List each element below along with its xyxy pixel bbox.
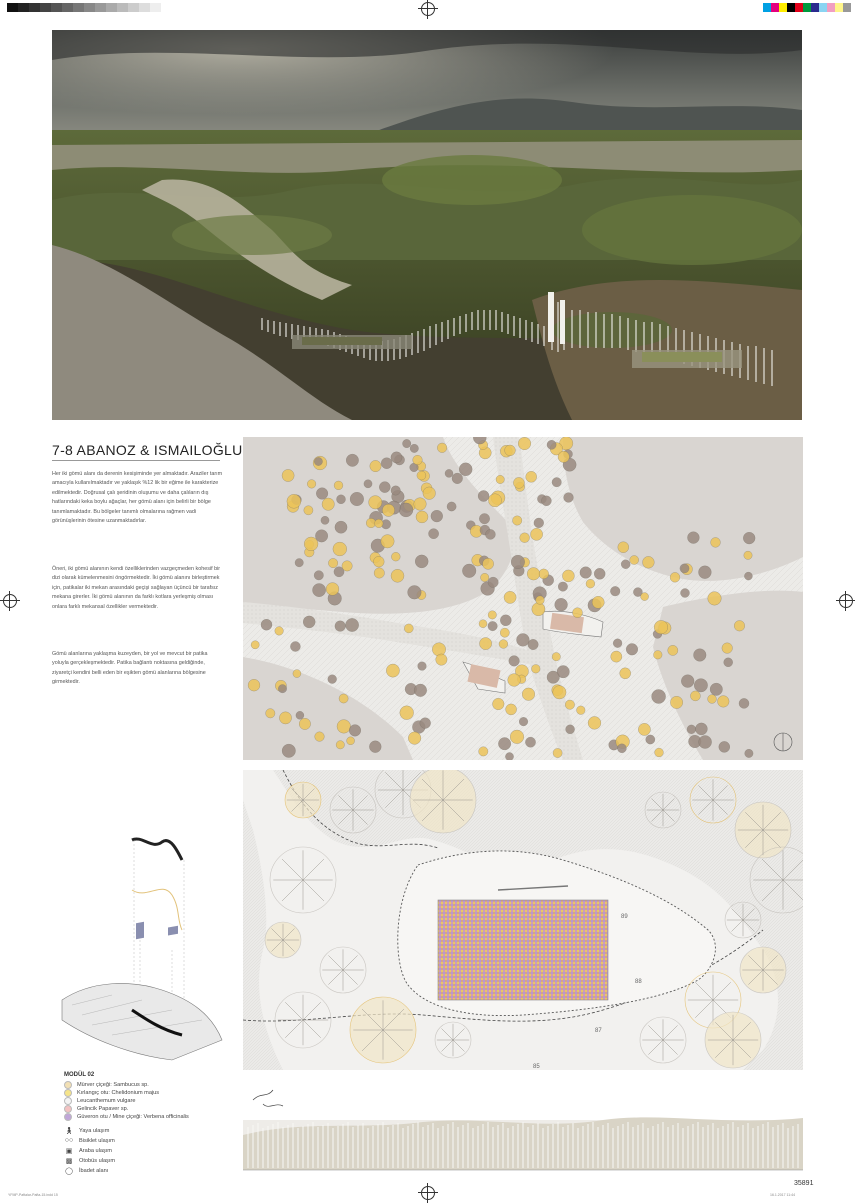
- legend-title: MODÜL 02: [64, 1072, 95, 1078]
- tree-symbol: [423, 487, 436, 500]
- tree-symbol: [266, 709, 275, 718]
- tree-symbol: [722, 643, 733, 654]
- tree-symbol: [290, 642, 300, 652]
- tree-symbol: [293, 670, 301, 678]
- tree-symbol: [337, 495, 346, 504]
- tree-symbol: [414, 498, 427, 511]
- tree-symbol: [566, 725, 575, 734]
- site-plan: [243, 437, 803, 760]
- contour-label-85: 85: [533, 1064, 540, 1070]
- tree-symbol: [506, 704, 517, 715]
- project-title: 7-8 ABANOZ & ISMAILOĞLU: [52, 442, 243, 458]
- tree-symbol: [279, 712, 291, 724]
- tree-symbol: [347, 737, 355, 745]
- tree-symbol: [328, 558, 337, 567]
- tree-symbol: [613, 639, 622, 648]
- tree-symbol: [336, 741, 344, 749]
- tree-symbol: [680, 564, 689, 573]
- detail-tree-symbol: [410, 770, 476, 833]
- tree-symbol: [531, 528, 543, 540]
- tree-symbol: [681, 589, 690, 598]
- tree-symbol: [643, 556, 655, 568]
- tree-symbol: [532, 665, 541, 674]
- registration-mark-bottom: [421, 1186, 435, 1200]
- tree-symbol: [739, 698, 749, 708]
- tree-symbol: [594, 568, 605, 579]
- tree-symbol: [370, 460, 381, 471]
- tree-symbol: [437, 443, 447, 453]
- tree-symbol: [445, 469, 453, 477]
- tree-symbol: [373, 556, 384, 567]
- tree-symbol: [315, 530, 327, 542]
- tree-symbol: [668, 645, 678, 655]
- legend-transport-bus: ▩ Otobüs ulaşım: [65, 1158, 116, 1165]
- legend-plant-4: Gelincik Papaver sp.: [64, 1105, 128, 1113]
- tree-symbol: [248, 679, 260, 691]
- contour-label-89: 89: [621, 914, 628, 920]
- tree-symbol: [498, 738, 510, 750]
- tree-symbol: [536, 596, 545, 605]
- tree-symbol: [399, 503, 413, 517]
- paragraph-3: Gömü alanlarına yaklaşma kuzeyden, bir yol ve mevcut bir patika yoluyla gerçekleşmektedir. Patika bağlantı noktasına geldiğinde, ziyaretçi kendini belli eden bir eşikten gömü alanlarına bölgesine girmektedir.: [52, 651, 208, 686]
- tree-symbol: [322, 498, 334, 510]
- tree-symbol: [621, 560, 630, 569]
- tree-symbol: [314, 571, 323, 580]
- hero-landscape-render: [52, 30, 802, 420]
- tree-symbol: [532, 603, 545, 616]
- tree-symbol: [708, 592, 722, 606]
- tree-symbol: [335, 521, 347, 533]
- legend-plant-1: Mürver çiçeği: Sambucus sp.: [64, 1081, 149, 1089]
- tree-symbol: [555, 598, 568, 611]
- title-rule: [52, 460, 220, 461]
- tree-symbol: [493, 698, 505, 710]
- tree-symbol: [410, 444, 418, 452]
- tree-symbol: [534, 518, 544, 528]
- bus-icon: ▩: [65, 1158, 73, 1165]
- tree-symbol: [287, 494, 301, 508]
- tree-symbol: [547, 671, 559, 683]
- tree-symbol: [483, 558, 494, 569]
- tree-symbol: [261, 619, 272, 630]
- tree-symbol: [282, 744, 295, 757]
- tree-symbol: [592, 596, 604, 608]
- grayscale-strip: [7, 3, 161, 12]
- tree-symbol: [335, 621, 346, 632]
- tree-symbol: [552, 653, 560, 661]
- tree-symbol: [313, 584, 326, 597]
- tree-symbol: [558, 582, 567, 591]
- tree-symbol: [500, 615, 511, 626]
- tree-symbol: [447, 502, 456, 511]
- tree-symbol: [513, 477, 524, 488]
- axonometric-diagram: [52, 820, 224, 1070]
- tree-symbol: [499, 640, 508, 649]
- tree-symbol: [734, 621, 745, 632]
- tree-symbol: [282, 469, 294, 481]
- tree-symbol: [517, 634, 530, 647]
- tree-symbol: [296, 711, 304, 719]
- tree-symbol: [420, 718, 431, 729]
- tree-symbol: [403, 439, 411, 447]
- prayer-area-icon: ◯: [65, 1168, 73, 1175]
- tree-symbol: [414, 684, 427, 697]
- tree-symbol: [699, 566, 712, 579]
- tree-symbol: [687, 725, 696, 734]
- tree-symbol: [719, 741, 730, 752]
- tree-symbol: [374, 568, 384, 578]
- tree-symbol: [417, 471, 426, 480]
- footer-file-info: YFMP-Paftalar-Pafta-15.indd 15: [8, 1193, 58, 1197]
- tree-symbol: [743, 532, 755, 544]
- plant-swatch-icon: [64, 1089, 72, 1097]
- tree-symbol: [478, 491, 489, 502]
- tree-symbol: [710, 683, 722, 695]
- tree-symbol: [518, 437, 531, 450]
- tree-symbol: [690, 691, 700, 701]
- tree-symbol: [500, 628, 509, 637]
- tree-symbol: [580, 567, 592, 579]
- tree-symbol: [620, 668, 631, 679]
- contour-label-88: 88: [635, 979, 642, 985]
- tree-symbol: [379, 482, 390, 493]
- detail-tree-symbol: [725, 902, 761, 938]
- legend-transport-bicycle: ○○ Bisiklet ulaşım: [64, 1137, 115, 1144]
- tree-symbol: [528, 639, 538, 649]
- section-elevation: [243, 1080, 803, 1175]
- tree-symbol: [432, 643, 445, 656]
- legend-prayer-area: ◯ İbadet alanı: [65, 1168, 109, 1175]
- tree-symbol: [611, 651, 622, 662]
- tree-symbol: [251, 641, 259, 649]
- tree-symbol: [565, 700, 574, 709]
- tree-symbol: [617, 744, 626, 753]
- tree-symbol: [505, 753, 513, 761]
- tree-symbol: [429, 529, 439, 539]
- tree-symbol: [408, 732, 421, 745]
- tree-symbol: [695, 723, 707, 735]
- tree-symbol: [488, 494, 501, 507]
- tree-symbol: [307, 480, 316, 489]
- tree-symbol: [618, 542, 629, 553]
- footer-timestamp: 16.1.2017 11:44: [770, 1193, 796, 1197]
- tree-symbol: [488, 611, 496, 619]
- tree-symbol: [505, 445, 516, 456]
- tree-symbol: [369, 741, 381, 753]
- legend-plant-3: Leucanthemum vulgare: [64, 1097, 135, 1105]
- tree-symbol: [670, 572, 680, 582]
- tree-symbol: [350, 492, 364, 506]
- legend-transport-car: ▣ Araba ulaşım: [65, 1148, 112, 1155]
- bicycle-icon: ○○: [64, 1137, 74, 1144]
- plant-swatch-icon: [64, 1105, 72, 1113]
- detail-tree-symbol: [705, 1012, 761, 1068]
- tree-symbol: [278, 685, 286, 693]
- tree-symbol: [480, 638, 492, 650]
- tree-symbol: [681, 675, 694, 688]
- tree-symbol: [391, 552, 400, 561]
- tree-symbol: [553, 686, 566, 699]
- tree-symbol: [699, 736, 712, 749]
- tree-symbol: [299, 718, 310, 729]
- tree-symbol: [452, 473, 463, 484]
- tree-symbol: [654, 651, 663, 660]
- tree-symbol: [391, 452, 402, 463]
- tree-symbol: [694, 649, 707, 662]
- tree-symbol: [504, 591, 516, 603]
- detail-tree-symbol: [350, 997, 416, 1063]
- tree-symbol: [588, 717, 601, 730]
- pedestrian-icon: 🚶︎: [64, 1128, 74, 1135]
- tree-symbol: [562, 570, 574, 582]
- tree-symbol: [485, 529, 495, 539]
- tree-symbol: [711, 538, 721, 548]
- tree-symbol: [334, 481, 343, 490]
- tree-symbol: [366, 518, 376, 528]
- tree-symbol: [526, 471, 537, 482]
- tree-symbol: [369, 496, 382, 509]
- tree-symbol: [431, 510, 443, 522]
- tree-symbol: [304, 506, 313, 515]
- detail-tree-symbol: [265, 922, 301, 958]
- tree-symbol: [694, 679, 707, 692]
- tree-symbol: [339, 694, 348, 703]
- tree-symbol: [573, 608, 583, 618]
- tree-symbol: [488, 577, 498, 587]
- tree-symbol: [646, 735, 655, 744]
- tree-symbol: [303, 616, 315, 628]
- tree-symbol: [513, 516, 522, 525]
- tree-symbol: [459, 463, 472, 476]
- tree-symbol: [586, 579, 595, 588]
- tree-symbol: [488, 621, 497, 630]
- tree-symbol: [718, 696, 730, 708]
- tree-symbol: [654, 620, 668, 634]
- detail-tree-symbol: [275, 992, 331, 1048]
- tree-symbol: [314, 457, 322, 465]
- tree-symbol: [652, 690, 666, 704]
- plant-swatch-icon: [64, 1097, 72, 1105]
- tree-symbol: [295, 559, 303, 567]
- registration-mark-top: [421, 2, 435, 16]
- detail-tree-symbol: [735, 802, 791, 858]
- tree-symbol: [381, 458, 392, 469]
- page-number: 35891: [794, 1180, 814, 1187]
- tree-symbol: [375, 519, 384, 528]
- legend-plant-5: Güveron otu / Mine çiçeği: Verbena officinalis: [64, 1113, 189, 1121]
- tree-symbol: [415, 555, 428, 568]
- tree-symbol: [744, 572, 752, 580]
- tree-symbol: [391, 486, 400, 495]
- detail-tree-symbol: [330, 787, 376, 833]
- tree-symbol: [349, 725, 361, 737]
- tree-symbol: [745, 749, 753, 757]
- tree-symbol: [416, 511, 428, 523]
- tree-symbol: [641, 593, 649, 601]
- tree-symbol: [547, 440, 556, 449]
- tree-symbol: [525, 737, 535, 747]
- tree-symbol: [688, 532, 700, 544]
- detail-tree-symbol: [640, 1017, 686, 1063]
- car-icon: ▣: [65, 1148, 73, 1155]
- detail-tree-symbol: [740, 947, 786, 993]
- tree-symbol: [511, 555, 525, 569]
- tree-symbol: [328, 675, 337, 684]
- tree-symbol: [408, 586, 422, 600]
- tree-symbol: [479, 514, 489, 524]
- detail-tree-symbol: [435, 1022, 471, 1058]
- legend-plant-2: Kırlangıç otu: Chelidonium majus: [64, 1089, 159, 1097]
- tree-symbol: [670, 696, 682, 708]
- tree-symbol: [479, 747, 488, 756]
- tree-symbol: [655, 748, 664, 757]
- tree-symbol: [610, 586, 620, 596]
- tree-symbol: [316, 488, 328, 500]
- tree-symbol: [342, 561, 352, 571]
- tree-symbol: [413, 455, 423, 465]
- tree-symbol: [527, 568, 540, 581]
- tree-symbol: [346, 618, 359, 631]
- tree-symbol: [400, 706, 414, 720]
- paragraph-1: Her iki gömü alanı da derenin kesişiminde yer almaktadır. Araziler tarım amacıyla kullanılmaktadır ve yaklaşık %12 lik bir eğime ile karakterize edilmektedir. Doğrusal çalı şeridinin oluşumu ve daha çalıların dış hatlarındaki keka boylu ağaçlar, her gömü alanı için belirli bir bölge tanımlamaktadır. Bu bölgeler tanımlı olmalarına rağmen vadi görünüşlerinin ötesine uzanmaktadırlar.: [52, 471, 223, 525]
- tree-symbol: [520, 533, 530, 543]
- tree-symbol: [496, 475, 504, 483]
- tree-symbol: [436, 654, 447, 665]
- tree-symbol: [364, 480, 372, 488]
- tree-symbol: [638, 723, 650, 735]
- tree-symbol: [304, 537, 318, 551]
- tree-symbol: [275, 627, 284, 636]
- tree-symbol: [509, 656, 520, 667]
- detail-plan: [243, 770, 803, 1070]
- legend-transport-pedestrian: 🚶︎ Yaya ulaşım: [64, 1128, 110, 1135]
- registration-mark-left: [3, 594, 17, 608]
- tree-symbol: [630, 556, 639, 565]
- tree-symbol: [541, 496, 551, 506]
- tree-symbol: [724, 658, 733, 667]
- detail-tree-symbol: [320, 947, 366, 993]
- tree-symbol: [479, 620, 487, 628]
- detail-tree-symbol: [285, 782, 321, 818]
- tree-symbol: [418, 662, 427, 671]
- plant-swatch-icon: [64, 1081, 72, 1089]
- tree-symbol: [519, 717, 528, 726]
- tree-symbol: [552, 478, 561, 487]
- tree-symbol: [321, 516, 329, 524]
- tree-symbol: [481, 573, 489, 581]
- tree-symbol: [381, 535, 394, 548]
- tree-symbol: [508, 674, 521, 687]
- tree-symbol: [564, 493, 574, 503]
- paragraph-2: Öneri, iki gömü alanının kendi özelliklerinden vazgeçmeden kohesif bir dizi olarak kümelenmesini öngörmektedir. İki gömü alanını birleştirmek için, patikalar iki mekan arasındaki geçişi sağlayan üçüncü bir tarafsız mekana girerler. İki gömü alanının da farklı kotlara yerleşmiş olması onlara farklı mekansal özellikler vermektedir.: [52, 566, 221, 610]
- tree-symbol: [553, 748, 562, 757]
- registration-mark-right: [839, 594, 853, 608]
- tree-symbol: [510, 730, 524, 744]
- tree-symbol: [326, 583, 339, 596]
- tree-symbol: [539, 569, 549, 579]
- tree-symbol: [346, 454, 358, 466]
- contour-label-87: 87: [595, 1028, 602, 1034]
- tree-symbol: [315, 732, 325, 742]
- tree-symbol: [391, 569, 404, 582]
- tree-symbol: [558, 451, 569, 462]
- plant-swatch-icon: [64, 1113, 72, 1121]
- tree-symbol: [337, 720, 351, 734]
- tree-symbol: [333, 542, 347, 556]
- tree-symbol: [462, 564, 476, 578]
- detail-tree-symbol: [645, 792, 681, 828]
- tree-symbol: [522, 688, 535, 701]
- tree-symbol: [382, 504, 394, 516]
- tree-symbol: [708, 695, 717, 704]
- tree-symbol: [577, 706, 586, 715]
- tree-symbol: [744, 551, 752, 559]
- tree-symbol: [404, 624, 413, 633]
- tree-symbol: [626, 644, 638, 656]
- detail-tree-symbol: [690, 777, 736, 823]
- tree-symbol: [386, 664, 399, 677]
- color-calibration-strip: [763, 3, 851, 12]
